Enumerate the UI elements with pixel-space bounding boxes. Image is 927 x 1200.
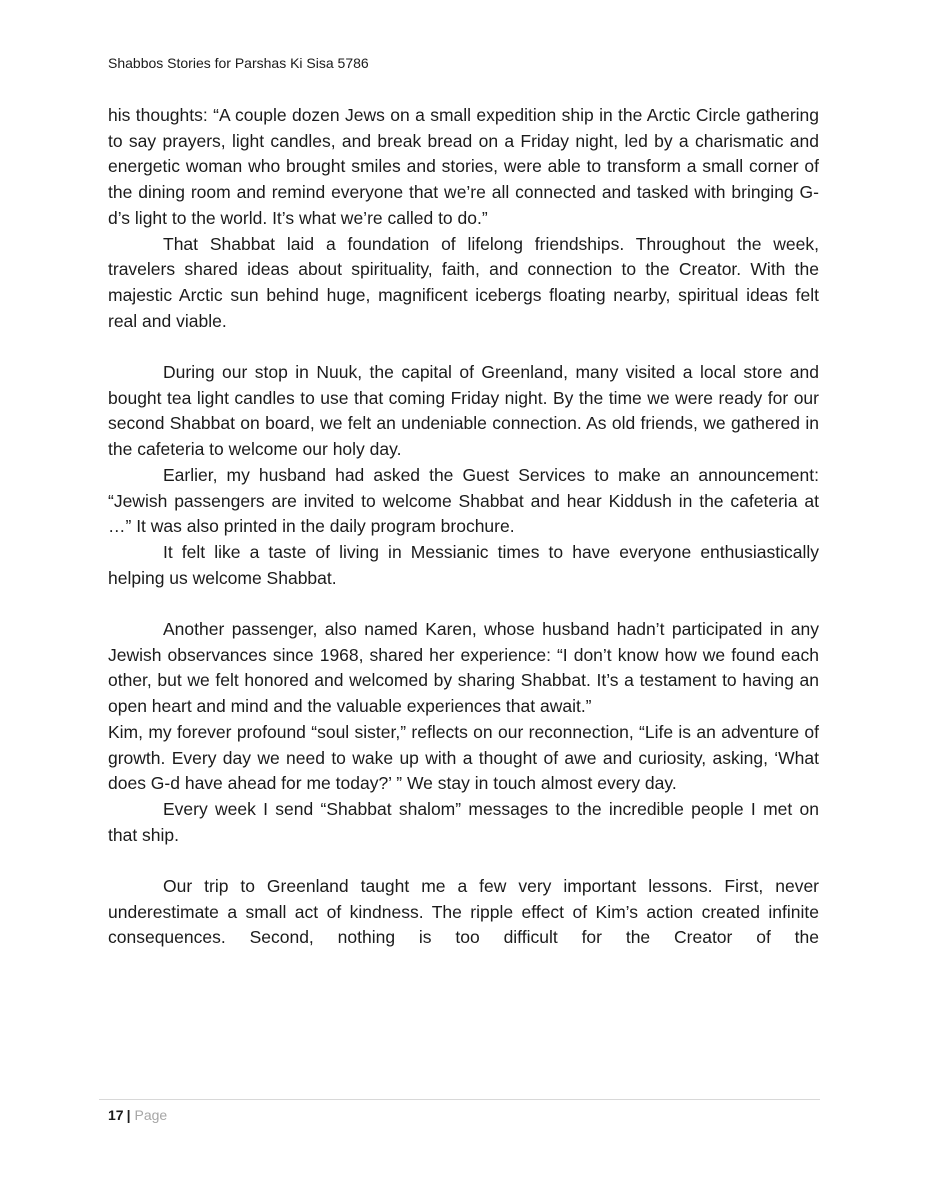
paragraph: It felt like a taste of living in Messianic times to have everyone enthusiastically helping us welcome Shabbat. [108,541,819,588]
paragraph: That Shabbat laid a foundation of lifelong friendships. Throughout the week, travelers shared ideas about spirituality, faith, and connection to the Creator. With the majestic Arctic sun behind huge, magnificent icebergs floating nearby, spiritual ideas felt real and viable. [108,233,819,331]
paragraph: Kim, my forever profound “soul sister,” reflects on our reconnection, “Life is an adventure of growth. Every day we need to wake up with a thought of awe and curiosity, asking, ‘What does G-d have ahead for me today?’ ” We stay in touch almost every day. [108,721,819,794]
page-footer [99,1099,820,1124]
paragraph: his thoughts: “A couple dozen Jews on a small expedition ship in the Arctic Circle gathering to say prayers, light candles, and break bread on a Friday night, led by a charismatic and energetic woman who brought smiles and stories, were able to transform a small corner of the dining room and remind everyone that we’re all connected and tasked with bringing G-d’s light to the world. It’s what we’re called to do.” [108,105,819,228]
document-body [108,103,819,951]
paragraph: Another passenger, also named Karen, whose husband hadn’t participated in any Jewish observances since 1968, shared her experience: “I don’t know how we found each other, but we felt honored and welcomed by sharing Shabbat. It’s a testament to having an open heart and mind and the valuable experiences that await.” [108,619,819,717]
footer-page-number: 17 [108,1107,124,1123]
paragraph: Earlier, my husband had asked the Guest Services to make an announcement: “Jewish passengers are invited to welcome Shabbat and hear Kiddush in the cafeteria at …” It was also printed in the daily program brochure. [108,464,819,537]
header-title: Shabbos Stories for Parshas Ki Sisa 5786 [108,55,369,71]
footer-page-label: Page [134,1107,168,1123]
paragraph: During our stop in Nuuk, the capital of Greenland, many visited a local store and bought tea light candles to use that coming Friday night. By the time we were ready for our second Shabbat on board, we felt an undeniable connection. As old friends, we gathered in the cafeteria to welcome our holy day. [108,362,819,460]
paragraph: Every week I send “Shabbat shalom” messages to the incredible people I met on that ship. [108,798,819,845]
paragraph: Our trip to Greenland taught me a few very important lessons. First, never underestimate a small act of kindness. The ripple effect of Kim’s action created infinite consequences. Second, nothing is too difficult for the Creator of the [108,876,819,948]
page-header [108,54,369,72]
footer-separator: | [126,1107,131,1123]
